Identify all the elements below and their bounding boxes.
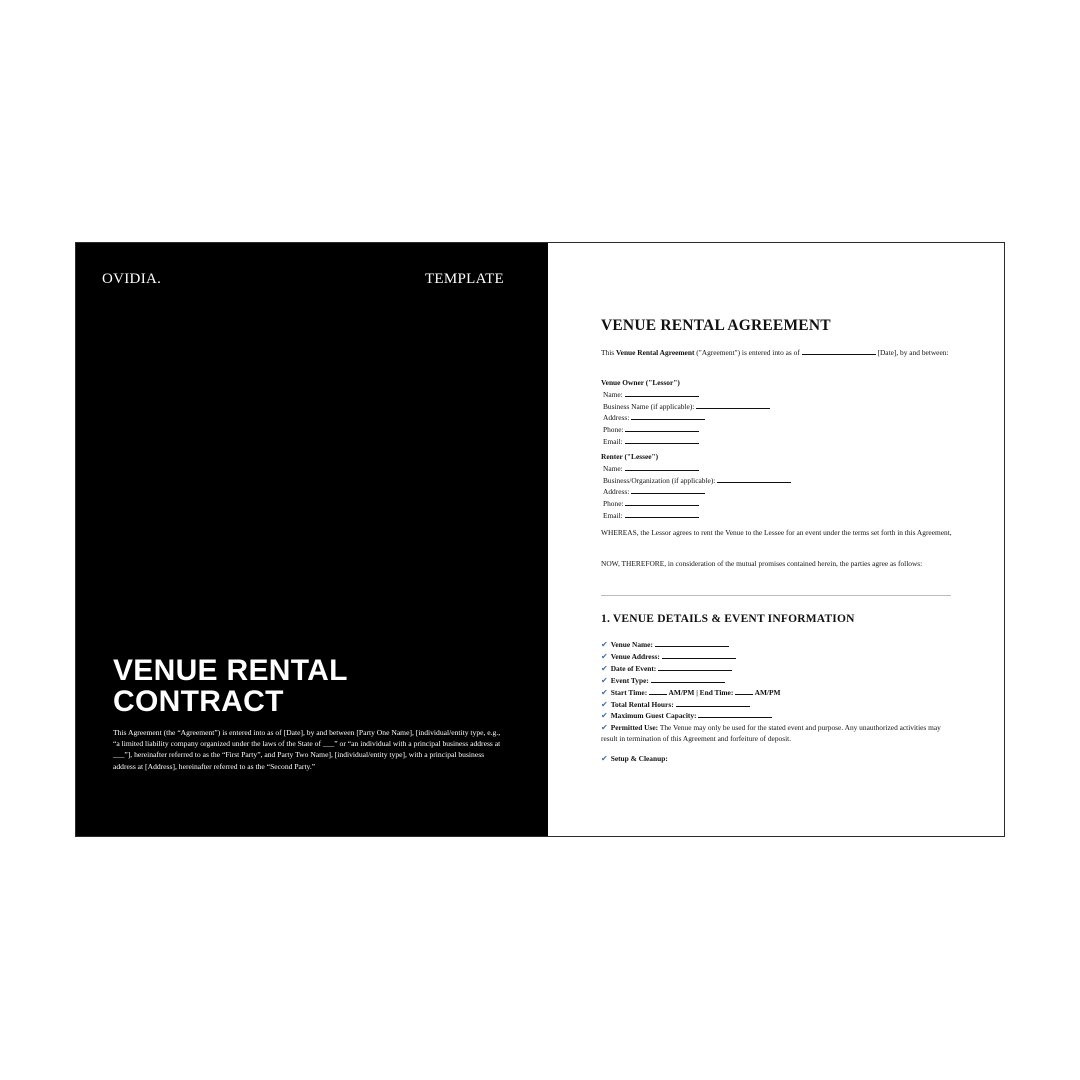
lessor-email: Email: xyxy=(601,436,770,448)
agreement-title: VENUE RENTAL AGREEMENT xyxy=(601,317,831,334)
permitted-label: Permitted Use: xyxy=(610,723,659,732)
check-icon: ✔ xyxy=(601,699,608,709)
check-icon: ✔ xyxy=(601,687,608,697)
venue-name-row: ✔ Venue Name: xyxy=(601,639,780,651)
permitted-use-paragraph xyxy=(601,723,957,745)
venue-details-list xyxy=(601,639,780,722)
opening-mid: ("Agreement") is entered into as of xyxy=(694,348,802,357)
check-icon: ✔ xyxy=(601,754,608,763)
lessor-name: Name: xyxy=(601,389,770,401)
cover-page xyxy=(76,243,548,836)
lessee-name: Name: xyxy=(601,463,791,475)
document-spread xyxy=(75,242,1005,837)
date-blank xyxy=(802,347,876,355)
lessee-address: Address: xyxy=(601,486,791,498)
check-icon: ✔ xyxy=(601,640,608,649)
venue-address-row: ✔ Venue Address: xyxy=(601,651,780,663)
whereas-paragraph: WHEREAS, the Lessor agrees to rent the Venue to the Lessee for an event under the terms set forth in this Agreement, xyxy=(601,528,952,537)
brand-logo: OVIDIA. xyxy=(102,271,162,287)
opening-paragraph xyxy=(601,347,957,359)
section-1-title: 1. VENUE DETAILS & EVENT INFORMATION xyxy=(601,613,855,625)
check-icon: ✔ xyxy=(601,651,608,661)
event-type-row: ✔ Event Type: xyxy=(601,675,780,687)
agreement-page xyxy=(548,243,1004,836)
template-label: TEMPLATE xyxy=(424,271,504,287)
lessor-address: Address: xyxy=(601,412,770,424)
lessee-email: Email: xyxy=(601,510,791,522)
total-hours-row: ✔ Total Rental Hours: xyxy=(601,699,780,711)
lessee-phone: Phone: xyxy=(601,498,791,510)
cover-intro-paragraph: This Agreement (the “Agreement”) is entered into as of [Date], by and between [Party One Name], [individual/entity type, e.g., “a limited liability company organized under the laws of the State of ___” or “an individual with a principal business address at ___”], hereinafter referred to as the “First Party”, and Party Two Name], [individual/entity type], with a principal business address at [Address], hereinafter referred to as the “Second Party.” xyxy=(113,728,501,771)
lessor-block xyxy=(601,378,770,448)
max-capacity-row: ✔ Maximum Guest Capacity: xyxy=(601,710,780,722)
opening-pre: This xyxy=(601,348,616,357)
check-icon: ✔ xyxy=(601,663,608,673)
cover-title-line-2: CONTRACT xyxy=(113,685,284,718)
lessor-business: Business Name (if applicable): xyxy=(601,401,770,413)
setup-cleanup-heading: ✔ Setup & Cleanup: xyxy=(601,754,668,763)
lessee-heading: Renter ("Lessee") xyxy=(601,452,659,461)
check-icon: ✔ xyxy=(601,675,608,685)
cover-title-line-1: VENUE RENTAL xyxy=(113,654,348,687)
lessor-phone: Phone: xyxy=(601,424,770,436)
lessee-business: Business/Organization (if applicable): xyxy=(601,475,791,487)
opening-post: [Date], by and between: xyxy=(875,348,949,357)
section-divider xyxy=(601,595,951,596)
now-therefore-paragraph: NOW, THEREFORE, in consideration of the mutual promises contained herein, the parties agree as follows: xyxy=(601,559,923,568)
time-row: ✔ Start Time: AM/PM | End Time: AM/PM xyxy=(601,687,781,697)
lessor-heading: Venue Owner ("Lessor") xyxy=(601,378,680,387)
check-icon: ✔ xyxy=(601,723,608,732)
permitted-text: The Venue may only be used for the stated event and purpose. Any unauthorized activities may result in termination of this Agreement and forfeiture of deposit. xyxy=(601,723,941,743)
opening-bold: Venue Rental Agreement xyxy=(616,348,695,357)
lessee-block xyxy=(601,452,791,522)
check-icon: ✔ xyxy=(601,711,608,721)
date-of-event-row: ✔ Date of Event: xyxy=(601,663,780,675)
cover-title xyxy=(113,655,513,717)
